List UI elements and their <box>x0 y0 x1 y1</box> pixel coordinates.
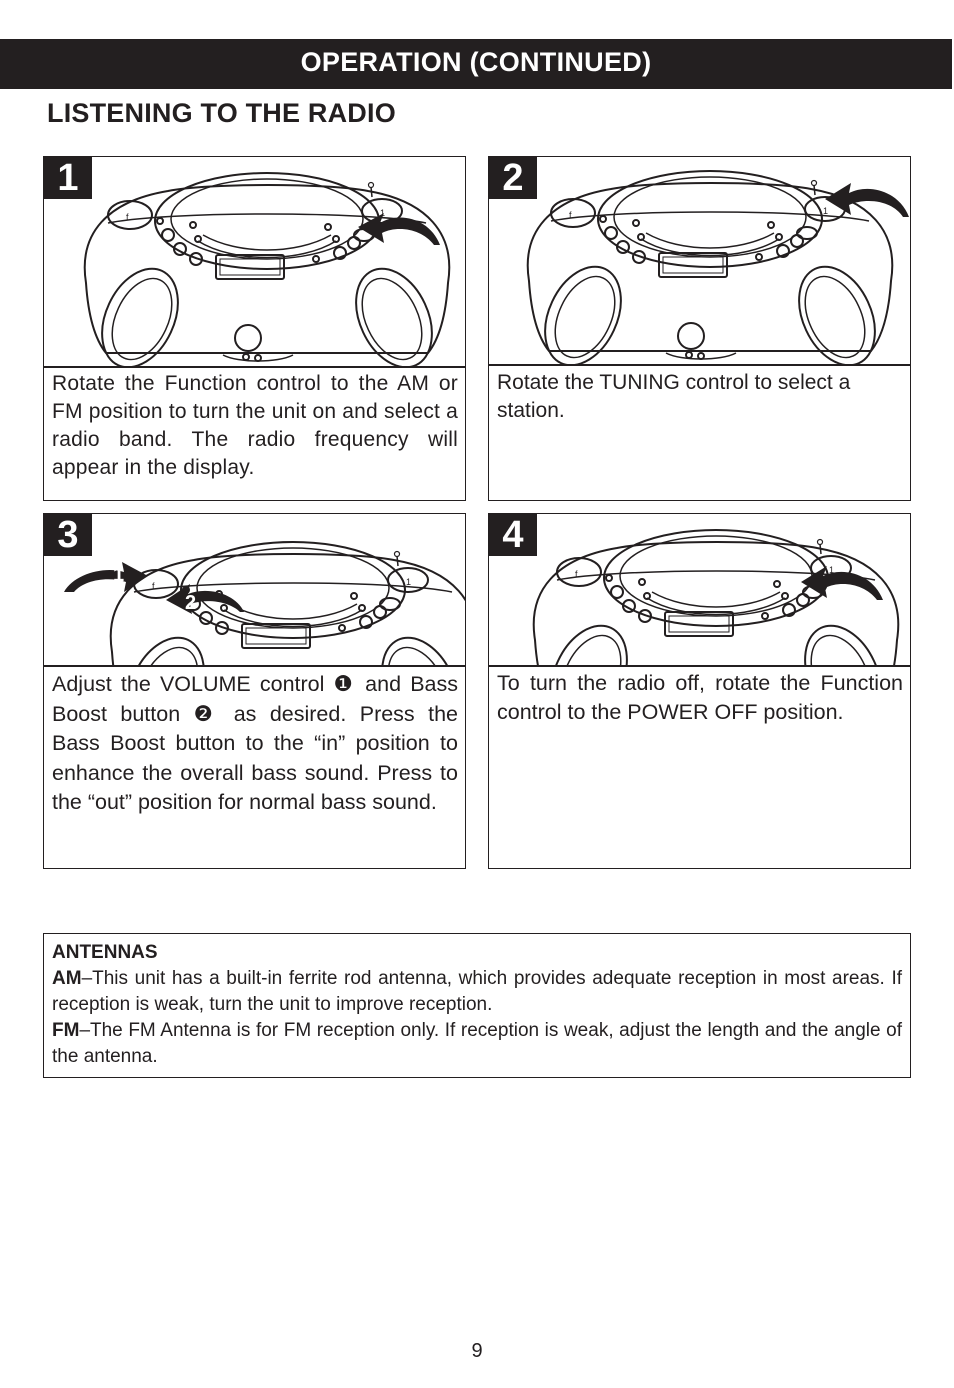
fm-label: FM <box>52 1020 80 1041</box>
callout-1-label: 1 <box>113 564 125 586</box>
am-label: AM <box>52 968 82 989</box>
fm-paragraph <box>52 1018 902 1070</box>
fm-text: –The FM Antenna is for FM reception only. If reception is weak, adjust the length and the angle of the antenna. <box>52 1020 902 1067</box>
boombox-illustration <box>489 514 910 666</box>
step-divider <box>489 665 910 667</box>
step-2-text: Rotate the TUNING control to select a station. <box>497 371 851 422</box>
page-header-title: OPERATION (CONTINUED) <box>300 47 652 77</box>
antennas-heading: ANTENNAS <box>52 942 158 963</box>
am-paragraph <box>52 966 902 1018</box>
step-number: 3 <box>44 514 92 556</box>
step-1-text: Rotate the Function control to the AM or FM position to turn the unit on and select a radio band. The radio frequency will appear in the display. <box>52 372 458 479</box>
step-divider <box>44 366 465 368</box>
step-number: 4 <box>489 514 537 556</box>
boombox-illustration <box>44 514 465 666</box>
page-number: 9 <box>471 1340 483 1362</box>
step-4-text: To turn the radio off, rotate the Function control to the POWER OFF position. <box>497 671 903 724</box>
rotate-arrow-icon <box>801 566 883 600</box>
step-divider <box>44 665 465 667</box>
step-3-panel <box>43 513 466 869</box>
step-4-panel <box>488 513 911 869</box>
callout-2-label: 2 <box>185 592 197 614</box>
boombox-illustration <box>489 157 910 365</box>
step-3-text: Adjust the VOLUME control ❶ and Bass Boost button ❷ as desired. Press the Bass Boost button to the “in” position to enhance the overall bass sound. Press to the “out” position for normal bass sound. <box>52 672 458 814</box>
am-text: –This unit has a built-in ferrite rod antenna, which provides adequate reception in most areas. If reception is weak, turn the unit to improve reception. <box>52 968 902 1015</box>
step-divider <box>489 364 910 366</box>
antennas-note <box>43 933 911 1078</box>
step-number: 2 <box>489 157 537 199</box>
page-header-bar <box>0 39 952 89</box>
step-2-panel <box>488 156 911 501</box>
section-title: LISTENING TO THE RADIO <box>47 98 396 128</box>
step-number: 1 <box>44 157 92 199</box>
step-1-panel <box>43 156 466 501</box>
boombox-illustration <box>44 157 465 367</box>
